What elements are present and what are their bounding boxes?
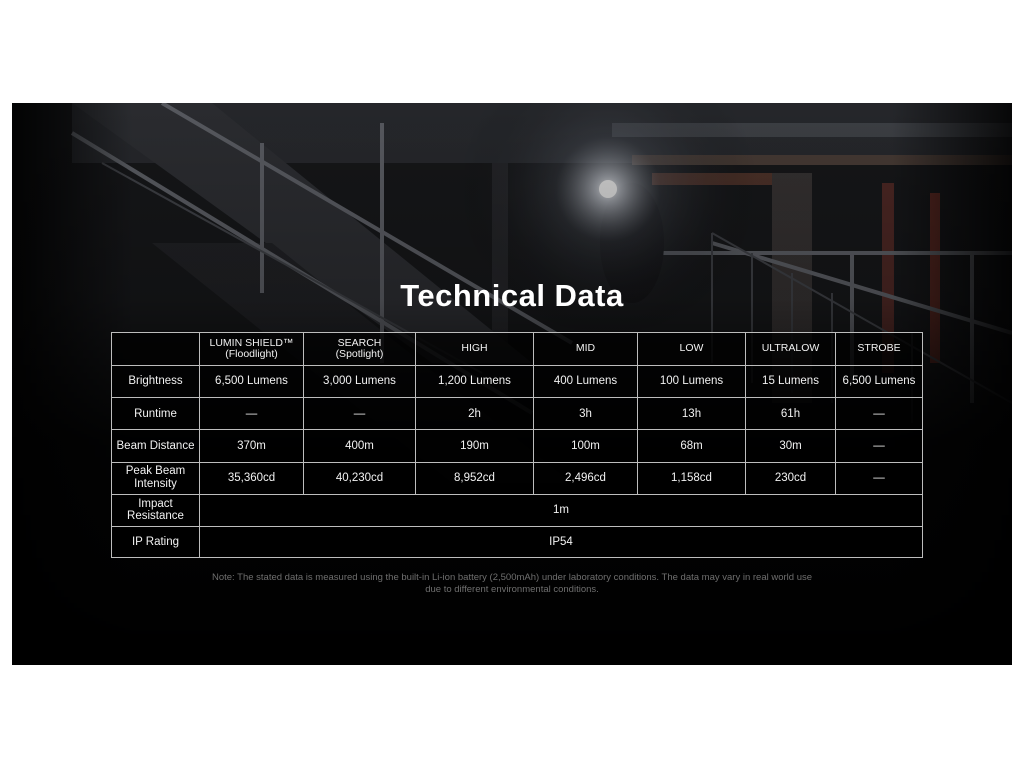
table-row-peak-beam-intensity	[112, 462, 923, 494]
table-row-beam-distance	[112, 430, 923, 462]
table-cell: 40,230cd	[304, 462, 416, 494]
table-cell: 8,952cd	[416, 462, 534, 494]
table-row-impact-resistance	[112, 494, 923, 526]
table-cell: 35,360cd	[200, 462, 304, 494]
row-label: Beam Distance	[112, 430, 200, 462]
table-cell: —	[836, 430, 923, 462]
column-header: LOW	[638, 333, 746, 366]
table-cell: —	[304, 398, 416, 430]
column-header: MID	[534, 333, 638, 366]
footnote: Note: The stated data is measured using the built-in Li-ion battery (2,500mAh) under laboratory conditions. The data may vary in real world use due to different environmental conditions.	[211, 572, 813, 595]
row-label: IP Rating	[112, 526, 200, 557]
table-cell: 100m	[534, 430, 638, 462]
specs-table	[111, 332, 923, 558]
table-cell: 370m	[200, 430, 304, 462]
table-cell: 1m	[200, 494, 923, 526]
table-row-ip-rating	[112, 526, 923, 557]
column-header: SEARCH (Spotlight)	[304, 333, 416, 366]
table-cell: 400 Lumens	[534, 366, 638, 398]
row-label: Impact Resistance	[112, 494, 200, 526]
table-cell: 230cd	[746, 462, 836, 494]
table-row-runtime	[112, 398, 923, 430]
table-cell: 6,500 Lumens	[836, 366, 923, 398]
table-cell: —	[836, 398, 923, 430]
table-cell: 2,496cd	[534, 462, 638, 494]
table-row-brightness	[112, 366, 923, 398]
table-cell: 68m	[638, 430, 746, 462]
column-header: LUMIN SHIELD™ (Floodlight)	[200, 333, 304, 366]
table-cell: 3,000 Lumens	[304, 366, 416, 398]
column-header: HIGH	[416, 333, 534, 366]
column-header: STROBE	[836, 333, 923, 366]
table-cell: —	[200, 398, 304, 430]
table-cell: 15 Lumens	[746, 366, 836, 398]
table-cell: 6,500 Lumens	[200, 366, 304, 398]
table-cell: 61h	[746, 398, 836, 430]
table-header-row	[112, 333, 923, 366]
hero-banner	[12, 103, 1012, 665]
table-cell: 3h	[534, 398, 638, 430]
table-cell: 1,158cd	[638, 462, 746, 494]
table-cell: IP54	[200, 526, 923, 557]
table-cell: 100 Lumens	[638, 366, 746, 398]
table-cell: 13h	[638, 398, 746, 430]
row-label: Runtime	[112, 398, 200, 430]
page-title: Technical Data	[400, 278, 624, 313]
corner-cell	[112, 333, 200, 366]
column-header: ULTRALOW	[746, 333, 836, 366]
table-cell: 2h	[416, 398, 534, 430]
table-cell: 1,200 Lumens	[416, 366, 534, 398]
table-cell: 30m	[746, 430, 836, 462]
table-cell: 400m	[304, 430, 416, 462]
table-cell: —	[836, 462, 923, 494]
row-label: Peak Beam Intensity	[112, 462, 200, 494]
row-label: Brightness	[112, 366, 200, 398]
table-cell: 190m	[416, 430, 534, 462]
